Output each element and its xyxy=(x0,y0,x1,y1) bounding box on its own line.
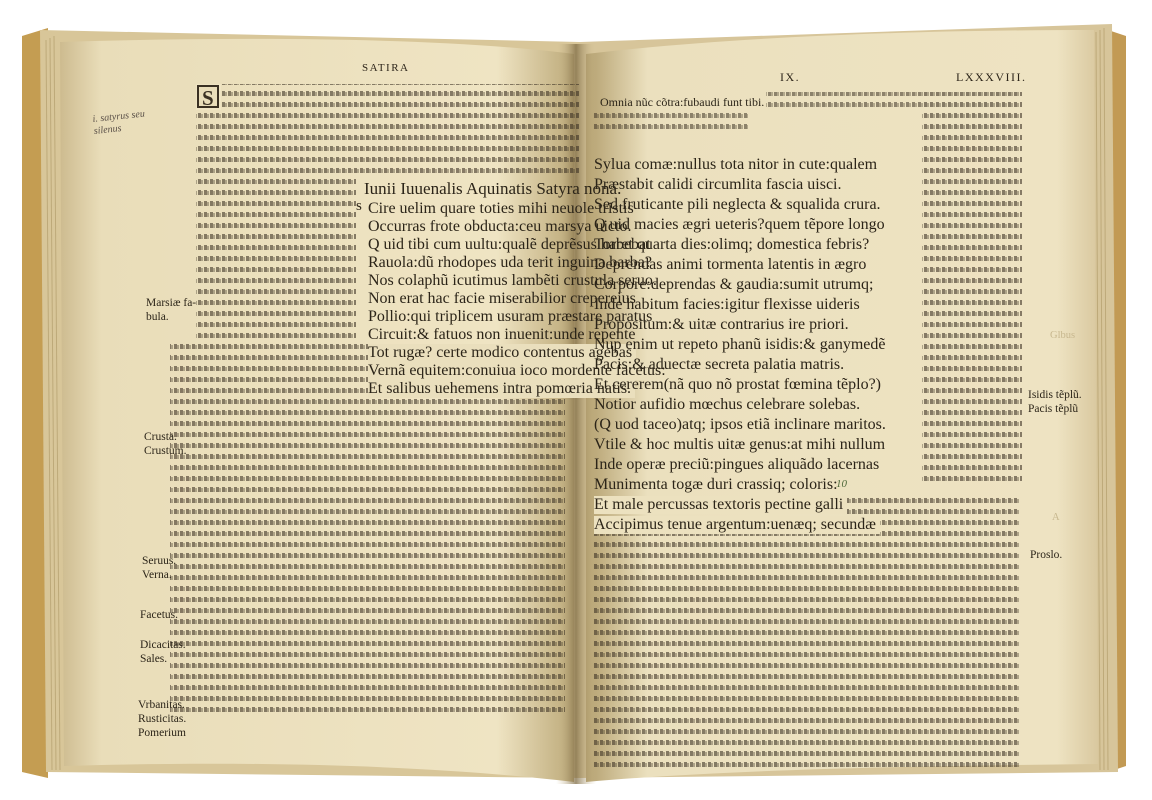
poem-line: Cire uelim quare toties mihi neuole tristis xyxy=(368,200,634,217)
poem-line: Et male percussas textoris pectine galli xyxy=(594,496,847,514)
poem-line: Occurras frote obducta:ceu marsya uicto. xyxy=(368,218,632,235)
poem-line: Q uid tibi cum uultu:qualẽ deprẽsus habebat xyxy=(368,236,651,253)
running-head: SATIRA xyxy=(362,62,410,74)
poem-line: Circuit:& fatuos non inuenit:unde repente xyxy=(368,326,636,343)
margin-note: Proslo. xyxy=(1030,549,1063,561)
margin-note: Facetus. xyxy=(140,609,179,621)
folio-number: IX. xyxy=(780,70,801,84)
poem-line: Nup enim ut repeto phanũ isidis:& ganymedẽ xyxy=(594,336,886,353)
drop-s: s xyxy=(356,198,362,214)
poem-line: Tot rugæ? certe modico contentus agebas xyxy=(368,344,636,362)
pen-mark: 10 xyxy=(836,478,847,490)
poem-line: Præstabit calidi circumlita fascia uisci. xyxy=(594,176,842,193)
margin-note: Seruus. Verna. xyxy=(142,555,177,581)
initial-letter: S xyxy=(202,86,214,110)
poem-line: Pacis:& aduectæ secreta palatia matris. xyxy=(594,356,845,373)
poem-line: Propositum:& uitæ contrarius ire priori. xyxy=(594,316,849,333)
poem-line: Munimenta togæ duri crassiq; coloris: xyxy=(594,476,838,493)
poem-line: Q uid macies ægri ueteris?quem tẽpore longo xyxy=(594,216,885,233)
poem-line: Pollio:qui triplicem usuram præstare paratus xyxy=(368,308,653,325)
poem-line: Accipimus tenue argentum:uenæq; secundæ xyxy=(594,516,880,534)
poem-line: Et cererem(nã quo nõ prostat fœmina tẽplo?) xyxy=(594,376,881,393)
poem-line: Vtile & hoc multis uitæ genus:at mihi nullum xyxy=(594,436,886,453)
margin-note: Vrbanitas. Rusticitas. Pomerium xyxy=(138,699,187,739)
margin-note: Marsiæ fa- bula. xyxy=(146,297,197,323)
poem-line: Rauola:dũ rhodopes uda terit inguina barba? xyxy=(368,254,652,271)
poem-line: Notior aufidio mœchus celebrare solebas. xyxy=(594,396,861,413)
poem-line: Nos colaphũ icutimus lambẽti crustula seruo. xyxy=(368,272,657,289)
bleed-through-text: Glbus xyxy=(1050,330,1076,341)
poem-line: Inde habitum facies:igitur flexisse uideris xyxy=(594,296,860,313)
poem-line: Deprendas animi tormenta latentis in ægro xyxy=(594,256,867,273)
margin-note: Dicacitas. Sales. xyxy=(140,639,186,665)
poem-line: (Q uod taceo)atq; ipsos etiã inclinare maritos. xyxy=(594,416,886,433)
folio-roman: LXXXVIII. xyxy=(956,70,1027,84)
bleed-through-text: A xyxy=(1052,512,1060,523)
handwritten-note: i. satyrus seu silenus xyxy=(92,108,146,137)
poem-line: Corpore:deprendas & gaudia:sumit utrumq; xyxy=(594,276,874,293)
poem-line: Inde operæ preciũ:pingues aliquãdo lacernas xyxy=(594,456,880,473)
poem-line: Vernã equitem:conuiua ioco mordente facetus: xyxy=(368,362,670,380)
poem-line: Et salibus uehemens intra pomœria natis. xyxy=(368,380,635,398)
poem-line: Omnia nũc cõtra:fubaudi funt tibi. xyxy=(600,95,765,109)
poem-line: Sylua comæ:nullus tota nitor in cute:qualem xyxy=(594,156,878,173)
poem-line: Non erat hac facie miserabilior crepereius xyxy=(368,290,636,307)
poem-title: Iunii Iuuenalis Aquinatis Satyra nona. xyxy=(364,179,622,198)
margin-note: Isidis tẽplũ. Pacis tẽplũ xyxy=(1028,389,1082,415)
poem-line: Sed fruticante pili neglecta & squalida crura. xyxy=(594,196,881,213)
poem-line: Torret quarta dies:olimq; domestica febris? xyxy=(594,236,870,253)
margin-note: Crusta. Crustum. xyxy=(144,431,187,457)
